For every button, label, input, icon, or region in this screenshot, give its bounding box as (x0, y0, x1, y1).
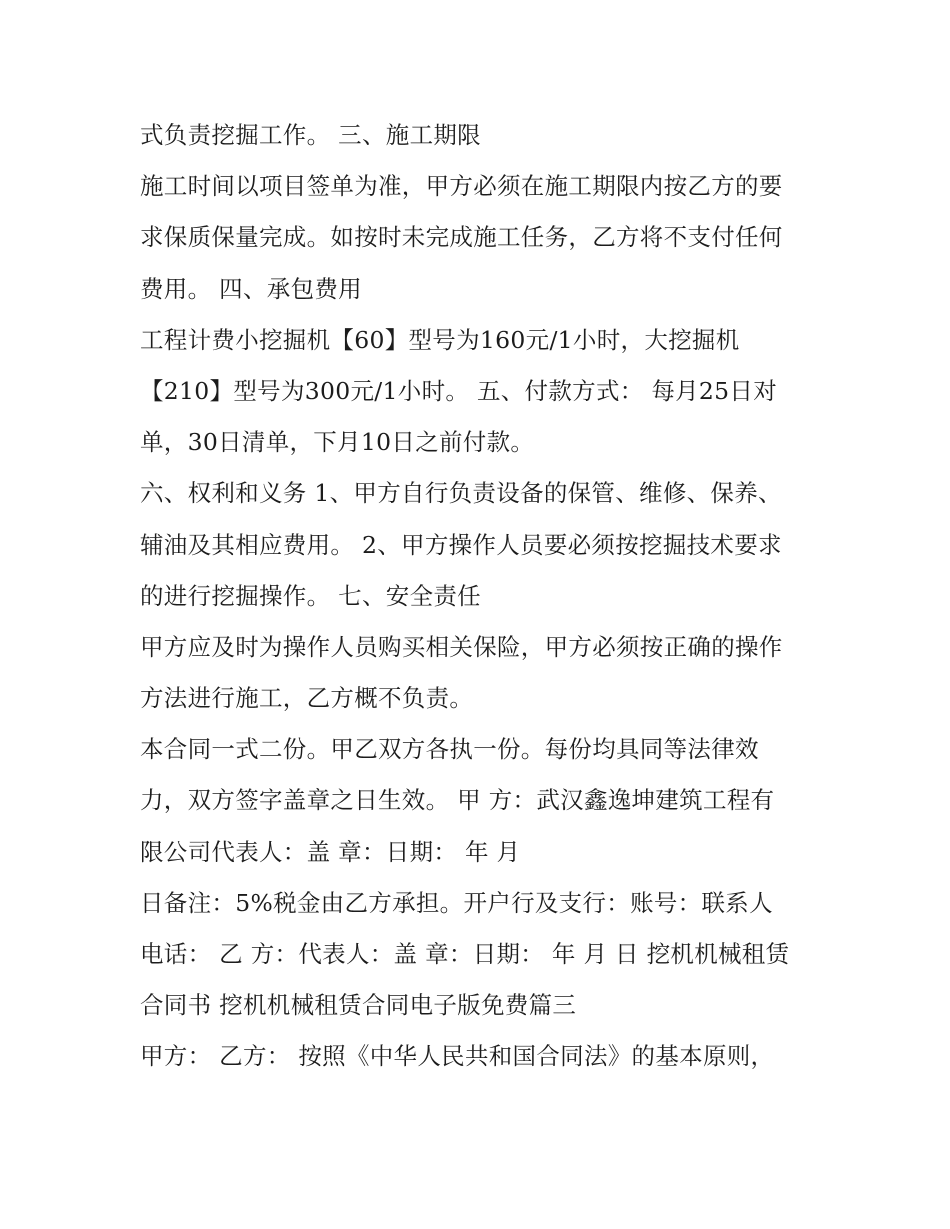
text-line: 施工时间以项目签单为准，甲方必须在施工期限内按乙方的要 (140, 172, 783, 201)
text-line: 的进行挖掘操作。 七、安全责任 (140, 581, 481, 610)
text-line: 工程计费小挖掘机【60】型号为160元/1小时，大挖掘机 (140, 325, 740, 354)
document-body (140, 110, 830, 1083)
text-line: 式负责挖掘工作。 三、施工期限 (140, 121, 481, 149)
text-line: 单，30日清单，下月10日之前付款。 (140, 428, 535, 457)
text-line: 甲方： 乙方： 按照《中华人民共和国合同法》的基本原则， (140, 1042, 775, 1071)
text-line: 限公司代表人：盖 章：日期： 年 月 (140, 837, 521, 866)
text-line: 费用。 四、承包费用 (140, 274, 362, 303)
text-line: 辅油及其相应费用。 2、甲方操作人员要必须按挖掘技术要求 (140, 530, 782, 559)
text-line: 本合同一式二份。甲乙双方各执一份。每份均具同等法律效 (140, 735, 759, 764)
text-line: 电话： 乙 方：代表人：盖 章：日期： 年 月 日 挖机机械租赁 (140, 940, 790, 968)
text-line: 求保质保量完成。如按时未完成施工任务，乙方将不支付任何 (140, 223, 783, 252)
text-line: 【210】型号为300元/1小时。 五、付款方式： 每月25日对 (140, 376, 778, 405)
text-line: 力，双方签字盖章之日生效。 甲 方：武汉鑫逸坤建筑工程有 (140, 786, 775, 815)
text-line: 方法进行施工，乙方概不负责。 (140, 684, 474, 713)
text-line: 合同书 挖机机械租赁合同电子版免费篇三 (140, 991, 577, 1020)
text-line: 六、权利和义务 1、甲方自行负责设备的保管、维修、保养、 (140, 479, 782, 508)
text-line: 甲方应及时为操作人员购买相关保险，甲方必须按正确的操作 (140, 632, 783, 661)
text-line: 日备注：5%税金由乙方承担。开户行及支行：账号：联系人 (140, 888, 773, 917)
